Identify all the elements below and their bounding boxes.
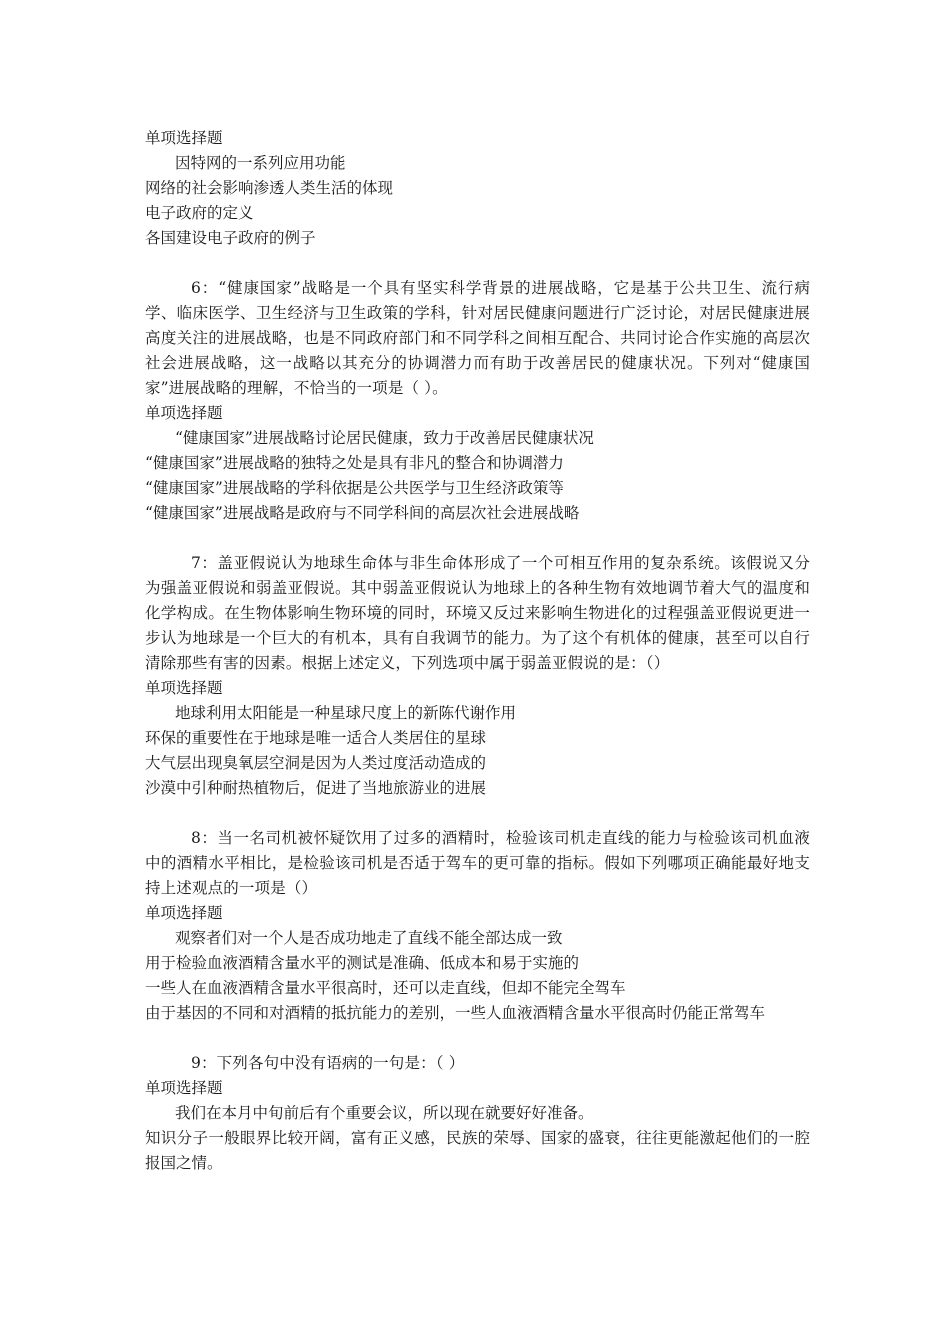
question-text: 8：当一名司机被怀疑饮用了过多的酒精时，检验该司机走直线的能力与检验该司机血液中的酒精水平相比，是检验该司机是否适于驾车的更可靠的指标。假如下列哪项正确能最好地支持上述观点的一项是（） — [145, 829, 810, 897]
document-page — [145, 126, 810, 1176]
option-b: 环保的重要性在于地球是唯一适合人类居住的星球 — [145, 729, 487, 747]
question-type-label: 单项选择题 — [145, 904, 223, 922]
option-c: 一些人在血液酒精含量水平很高时，还可以走直线，但却不能完全驾车 — [145, 979, 626, 997]
spacer — [145, 1026, 810, 1051]
option-a: “健康国家”进展战略讨论居民健康，致力于改善居民健康状况 — [175, 429, 594, 447]
question-block-7 — [145, 551, 810, 801]
option-b: 网络的社会影响渗透人类生活的体现 — [145, 179, 394, 197]
option-d: “健康国家”进展战略是政府与不同学科间的高层次社会进展战略 — [145, 504, 580, 522]
spacer — [145, 801, 810, 826]
option-d: 由于基因的不同和对酒精的抵抗能力的差别，一些人血液酒精含量水平很高时仍能正常驾车 — [145, 1004, 766, 1022]
option-a: 地球利用太阳能是一种星球尺度上的新陈代谢作用 — [175, 704, 517, 722]
question-text: 9：下列各句中没有语病的一句是：（ ） — [191, 1054, 465, 1072]
question-text: 6：“健康国家”战略是一个具有坚实科学背景的进展战略，它是基于公共卫生、流行病学、临床医学、卫生经济与卫生政策的学科，针对居民健康问题进行广泛讨论，对居民健康进展高度关注的进展战略，也是不同政府部门和不同学科之间相互配合、共同讨论合作实施的高层次社会进展战略，这一战略以其充分的协调潜力而有助于改善居民的健康状况。下列对“健康国家”进展战略的理解，不恰当的一项是（ ）。 — [145, 279, 810, 397]
option-a: 因特网的一系列应用功能 — [175, 154, 346, 172]
option-c: 大气层出现臭氧层空洞是因为人类过度活动造成的 — [145, 754, 487, 772]
option-b: 知识分子一般眼界比较开阔，富有正义感，民族的荣辱、国家的盛衰，往往更能激起他们的一腔报国之情。 — [145, 1129, 810, 1172]
question-type-label: 单项选择题 — [145, 129, 223, 147]
option-b: 用于检验血液酒精含量水平的测试是准确、低成本和易于实施的 — [145, 954, 580, 972]
question-type-label: 单项选择题 — [145, 679, 223, 697]
question-block-9 — [145, 1051, 810, 1176]
question-text: 7：盖亚假说认为地球生命体与非生命体形成了一个可相互作用的复杂系统。该假说又分为强盖亚假说和弱盖亚假说。其中弱盖亚假说认为地球上的各种生物有效地调节着大气的温度和化学构成。在生物体影响生物环境的同时，环境又反过来影响生物进化的过程强盖亚假说更进一步认为地球是一个巨大的有机本，具有自我调节的能力。为了这个有机体的健康，甚至可以自行清除那些有害的因素。根据上述定义，下列选项中属于弱盖亚假说的是：（） — [145, 554, 810, 672]
question-block-6 — [145, 276, 810, 526]
question-type-label: 单项选择题 — [145, 404, 223, 422]
option-a: 观察者们对一个人是否成功地走了直线不能全部达成一致 — [175, 929, 563, 947]
option-b: “健康国家”进展战略的独特之处是具有非凡的整合和协调潜力 — [145, 454, 564, 472]
question-block-5 — [145, 126, 810, 251]
question-block-8 — [145, 826, 810, 1026]
option-c: 电子政府的定义 — [145, 204, 254, 222]
question-type-label: 单项选择题 — [145, 1079, 223, 1097]
option-d: 各国建设电子政府的例子 — [145, 229, 316, 247]
spacer — [145, 526, 810, 551]
spacer — [145, 251, 810, 276]
option-a: 我们在本月中旬前后有个重要会议，所以现在就要好好准备。 — [175, 1104, 594, 1122]
option-c: “健康国家”进展战略的学科依据是公共医学与卫生经济政策等 — [145, 479, 564, 497]
option-d: 沙漠中引种耐热植物后，促进了当地旅游业的进展 — [145, 779, 487, 797]
